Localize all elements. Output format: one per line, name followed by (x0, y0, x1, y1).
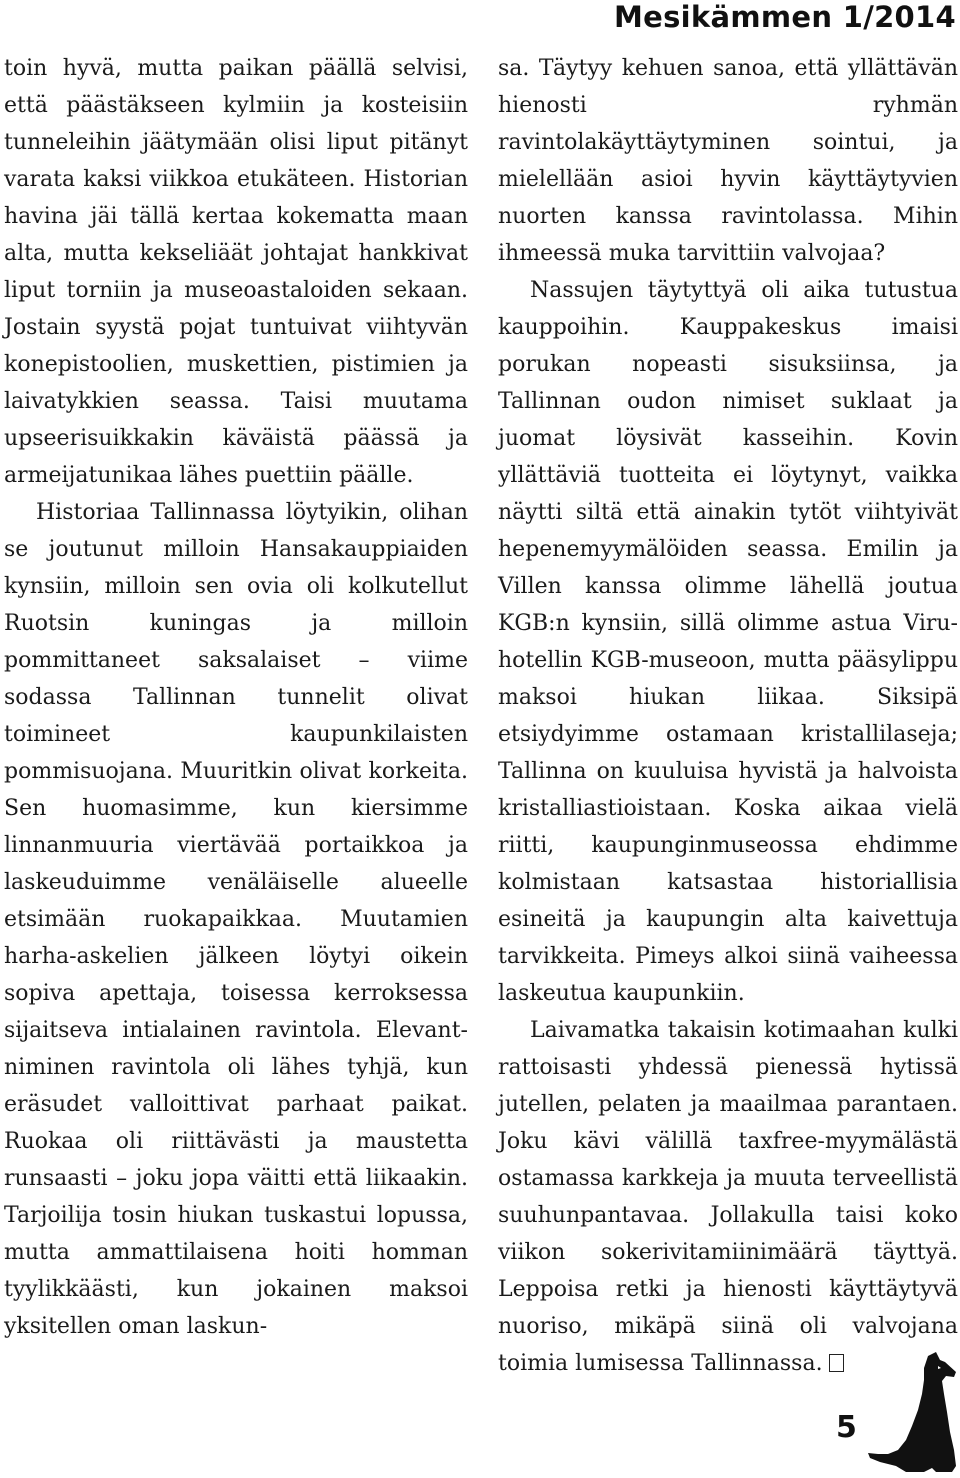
paragraph-text: Laivamatka takaisin kotimaahan kulki rattoisasti yhdessä pienessä hytissä jutellen, pelaten ja maailmaa parantaen. Joku kävi välillä taxfree-myymälästä ostamassa karkkeja ja muuta terveellistä suuhunpantavaa. Jollakulla taisi koko viikon sokerivitamiinimäärä täyttyä. Leppoisa retki ja hienosti käyttäytyvä nuoriso, mikäpä siinä oli valvojana toimia lumisessa Tallinnassa. (498, 1018, 958, 1376)
page-number: 5 (836, 1410, 857, 1445)
article-column-left (4, 50, 468, 1345)
paragraph: toin hyvä, mutta paikan päällä selvisi, että päästäkseen kylmiin ja kosteisiin tunneleihin jäätymään olisi liput pitänyt varata kaksi viikkoa etukäteen. Historian havina jäi tällä kertaa kokematta maan alta, mutta kekseliäät johtajat hankkivat liput torniin ja museoastaloiden sekaan. Jostain syystä pojat tuntuivat viihtyvän konepistoolien, muskettien, pistimien ja laivatykkien seassa. Taisi muutama upseerisuikkakin käväistä päässä ja armeijatunikaa lähes puettiin päälle. (4, 56, 468, 488)
magazine-issue-title: Mesikämmen 1/2014 (613, 0, 956, 34)
paragraph: Historiaa Tallinnassa löytyikin, olihan se joutunut milloin Hansakauppiaiden kynsiin, milloin sen ovia oli kolkutellut Ruotsin kuningas ja milloin pommittaneet saksalaiset – viime sodassa Tallinnan tunnelit olivat toimineet kaupunkilaisten pommisuojana. Muuritkin olivat korkeita. Sen huomasimme, kun kiersimme linnanmuuria viertävää portaikkoa ja laskeuduimme venäläiselle alueelle etsimään ruokapaikkaa. Muutamien harha-askelien jälkeen löytyi oikein sopiva apettaja, toisessa kerroksessa sijaitseva intialainen ravintola. Elevant-niminen ravintola oli lähes tyhjä, kun eräsudet valloittivat parhaat paikat. Ruokaa oli riittävästi ja maustetta runsaasti – joku jopa väitti että liikaakin. Tarjoilija tosin hiukan tuskastui lopussa, mutta ammattilaisena hoiti homman tyylikkäästi, kun jokainen maksoi yksitellen oman laskun- (4, 500, 468, 1339)
paragraph: Nassujen täytyttyä oli aika tutustua kauppoihin. Kauppakeskus imaisi porukan nopeasti sisuksiinsa, ja Tallinnan oudon nimiset suklaat ja juomat löysivät kasseihin. Kovin yllättäviä tuotteita ei löytynyt, vaikka näytti siltä että ainakin tytöt viihtyivät hepenemyymälöiden seassa. Emilin ja Villen kanssa olimme lähellä joutua KGB:n kynsiin, sillä olimme astua Viru-hotellin KGB-museoon, mutta pääsylippu maksoi hiukan liikaa. Siksipä etsiydyimme ostamaan kristallilaseja; Tallinna on kuuluisa hyvistä ja halvoista kristalliastioistaan. Koska aikaa vielä riitti, kaupunginmuseossa ehdimme kolmistaan katsastaa historiallisia esineitä ja kaupungin alta kaivettuja tarvikkeita. Pimeys alkoi siinä vaiheessa laskeutua kaupunkiin. (498, 278, 958, 1006)
paragraph: sa. Täytyy kehuen sanoa, että yllättävän hienosti ryhmän ravintolakäyttäytyminen sointui, ja mielellään asioi hyvin käyttäytyvien nuorten kanssa ravintolassa. Mihin ihmeessä muka tarvittiin valvojaa? (498, 56, 958, 266)
howling-wolf-icon (866, 1350, 958, 1474)
article-column-right (498, 50, 958, 1382)
end-of-article-icon (829, 1354, 844, 1372)
paragraph-final (498, 1012, 958, 1382)
